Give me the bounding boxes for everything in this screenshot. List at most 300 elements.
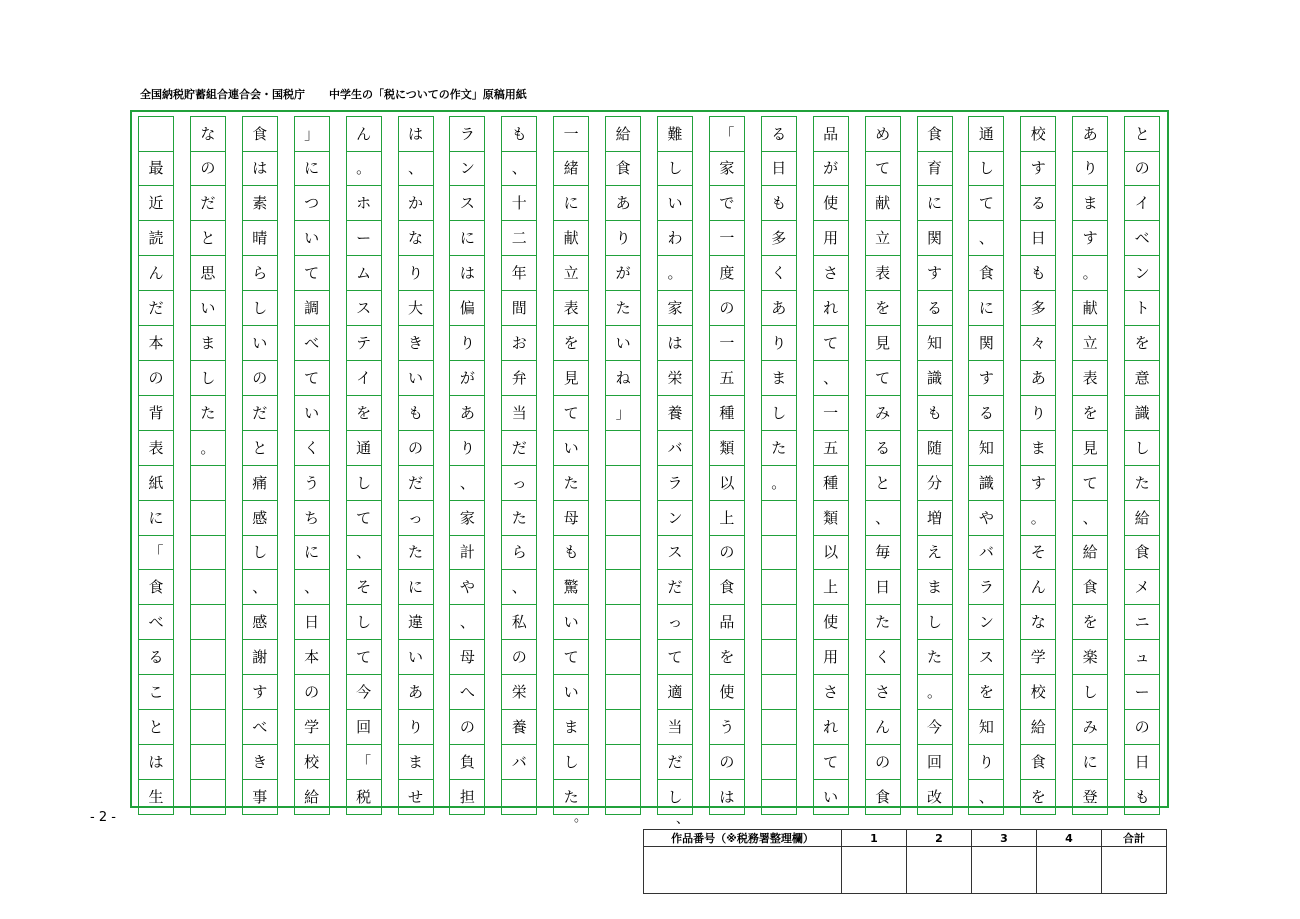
manuscript-cell: り bbox=[968, 745, 1004, 780]
manuscript-cell: 、 bbox=[968, 221, 1004, 256]
manuscript-cell: 一 bbox=[709, 326, 745, 361]
manuscript-cell: べ bbox=[138, 605, 174, 640]
manuscript-cell: 。 bbox=[761, 466, 797, 501]
manuscript-cell: て bbox=[865, 361, 901, 396]
manuscript-cell: ム bbox=[346, 256, 382, 291]
manuscript-cell bbox=[190, 466, 226, 501]
manuscript-cell: 食 bbox=[138, 570, 174, 605]
manuscript-cell: っ bbox=[398, 501, 434, 536]
manuscript-cell: 食 bbox=[605, 151, 641, 186]
manuscript-cell: ス bbox=[968, 640, 1004, 675]
manuscript-cell: 緒 bbox=[553, 151, 589, 186]
manuscript-cell: 度 bbox=[709, 256, 745, 291]
manuscript-cell: が bbox=[813, 151, 849, 186]
manuscript-cell: バ bbox=[501, 745, 537, 780]
office-table-entry-total bbox=[1102, 847, 1167, 894]
manuscript-cell: 家 bbox=[449, 501, 485, 536]
manuscript-cell: 食 bbox=[865, 780, 901, 815]
manuscript-cell: 偏 bbox=[449, 291, 485, 326]
manuscript-cell bbox=[761, 640, 797, 675]
manuscript-cell: 毎 bbox=[865, 535, 901, 570]
manuscript-cell bbox=[190, 535, 226, 570]
office-table-col-2: 2 bbox=[907, 830, 972, 847]
manuscript-cell: 立 bbox=[1072, 326, 1108, 361]
manuscript-cell: 年 bbox=[501, 256, 537, 291]
manuscript-cell: ス bbox=[346, 291, 382, 326]
manuscript-cell: ん bbox=[1020, 570, 1056, 605]
manuscript-cell: 読 bbox=[138, 221, 174, 256]
manuscript-cell: ス bbox=[657, 535, 693, 570]
office-table-entry-label bbox=[644, 847, 842, 894]
manuscript-cell: た bbox=[553, 780, 589, 815]
manuscript-cell: 、 bbox=[968, 780, 1004, 815]
manuscript-cell: も bbox=[1020, 256, 1056, 291]
manuscript-cell bbox=[761, 570, 797, 605]
manuscript-grid bbox=[130, 110, 1169, 808]
manuscript-cell: も bbox=[761, 186, 797, 221]
manuscript-cell: 、 bbox=[346, 535, 382, 570]
manuscript-cell: 、 bbox=[501, 570, 537, 605]
manuscript-cell: の bbox=[1124, 151, 1160, 186]
manuscript-cell: っ bbox=[657, 605, 693, 640]
manuscript-cell: ン bbox=[1124, 256, 1160, 291]
manuscript-cell: な bbox=[190, 116, 226, 152]
manuscript-cell: ま bbox=[761, 361, 797, 396]
manuscript-cell: 日 bbox=[1124, 745, 1160, 780]
manuscript-cell: お bbox=[501, 326, 537, 361]
manuscript-cell: あ bbox=[398, 675, 434, 710]
manuscript-cell: 表 bbox=[138, 431, 174, 466]
manuscript-cell: 上 bbox=[813, 570, 849, 605]
manuscript-cell: 々 bbox=[1020, 326, 1056, 361]
manuscript-cell: 大 bbox=[398, 291, 434, 326]
manuscript-cell: そ bbox=[1020, 535, 1056, 570]
office-use-table bbox=[643, 829, 1167, 894]
manuscript-cell: 回 bbox=[917, 745, 953, 780]
manuscript-cell: 、 bbox=[449, 466, 485, 501]
manuscript-cell: た bbox=[605, 291, 641, 326]
manuscript-cell: 二 bbox=[501, 221, 537, 256]
manuscript-cell: の bbox=[398, 431, 434, 466]
manuscript-cell: 、 bbox=[294, 570, 330, 605]
manuscript-cell: 立 bbox=[553, 256, 589, 291]
manuscript-cell: か bbox=[398, 186, 434, 221]
manuscript-cell: ン bbox=[968, 605, 1004, 640]
manuscript-cell: い bbox=[657, 186, 693, 221]
manuscript-cell: っ bbox=[501, 466, 537, 501]
manuscript-cell: に bbox=[449, 221, 485, 256]
page-number: - 2 - bbox=[90, 810, 116, 825]
manuscript-cell: た bbox=[398, 535, 434, 570]
manuscript-cell bbox=[190, 710, 226, 745]
manuscript-cell: テ bbox=[346, 326, 382, 361]
manuscript-cell: だ bbox=[501, 431, 537, 466]
manuscript-cell: 「 bbox=[709, 116, 745, 152]
manuscript-cell: ン bbox=[657, 501, 693, 536]
manuscript-cell: 驚 bbox=[553, 570, 589, 605]
office-table-col-total: 合計 bbox=[1102, 830, 1167, 847]
manuscript-cell: ラ bbox=[657, 466, 693, 501]
manuscript-cell: 見 bbox=[553, 361, 589, 396]
manuscript-cell: 種 bbox=[709, 396, 745, 431]
manuscript-cell: の bbox=[709, 291, 745, 326]
organization-name: 全国納税貯蓄組合連合会・国税庁 bbox=[140, 88, 305, 101]
manuscript-cell: 多 bbox=[1020, 291, 1056, 326]
manuscript-cell: し bbox=[346, 466, 382, 501]
manuscript-cell: う bbox=[294, 466, 330, 501]
manuscript-cell: ん bbox=[346, 116, 382, 152]
manuscript-cell: あ bbox=[605, 186, 641, 221]
office-table-col-1: 1 bbox=[842, 830, 907, 847]
manuscript-cell: し bbox=[242, 291, 278, 326]
manuscript-cell: は bbox=[709, 780, 745, 815]
manuscript-cell: 通 bbox=[346, 431, 382, 466]
manuscript-cell: れ bbox=[813, 710, 849, 745]
manuscript-cell: て bbox=[294, 256, 330, 291]
manuscript-cell: の bbox=[709, 745, 745, 780]
manuscript-cell: の bbox=[501, 640, 537, 675]
manuscript-cell: 弁 bbox=[501, 361, 537, 396]
manuscript-cell: さ bbox=[813, 256, 849, 291]
manuscript-cell bbox=[190, 570, 226, 605]
manuscript-cell: 類 bbox=[813, 501, 849, 536]
manuscript-cell: 素 bbox=[242, 186, 278, 221]
manuscript-cell: い bbox=[242, 326, 278, 361]
manuscript-cell: 当 bbox=[501, 396, 537, 431]
manuscript-cell bbox=[605, 431, 641, 466]
manuscript-cell: み bbox=[865, 396, 901, 431]
manuscript-cell: り bbox=[449, 431, 485, 466]
manuscript-cell: 「 bbox=[346, 745, 382, 780]
manuscript-cell: し bbox=[657, 780, 693, 815]
manuscript-cell: 家 bbox=[709, 151, 745, 186]
manuscript-cell: だ bbox=[138, 291, 174, 326]
manuscript-cell: 知 bbox=[917, 326, 953, 361]
manuscript-cell: え bbox=[917, 535, 953, 570]
manuscript-cell: 私 bbox=[501, 605, 537, 640]
manuscript-cell: し bbox=[1124, 431, 1160, 466]
manuscript-cell: を bbox=[865, 291, 901, 326]
manuscript-cell: る bbox=[968, 396, 1004, 431]
manuscript-cell: ら bbox=[242, 256, 278, 291]
manuscript-cell: 学 bbox=[1020, 640, 1056, 675]
manuscript-cell bbox=[761, 535, 797, 570]
manuscript-cell: イ bbox=[346, 361, 382, 396]
manuscript-cell bbox=[190, 745, 226, 780]
manuscript-cell: て bbox=[346, 640, 382, 675]
manuscript-cell: て bbox=[865, 151, 901, 186]
manuscript-cell bbox=[605, 466, 641, 501]
manuscript-cell: る bbox=[138, 640, 174, 675]
manuscript-cell: と bbox=[138, 710, 174, 745]
manuscript-cell: は bbox=[449, 256, 485, 291]
manuscript-cell: だ bbox=[657, 570, 693, 605]
manuscript-cell bbox=[605, 675, 641, 710]
manuscript-cell: あ bbox=[1072, 116, 1108, 152]
manuscript-cell: 意 bbox=[1124, 361, 1160, 396]
manuscript-cell: 五 bbox=[813, 431, 849, 466]
manuscript-cell: 五 bbox=[709, 361, 745, 396]
manuscript-cell: 表 bbox=[553, 291, 589, 326]
manuscript-cell: べ bbox=[294, 326, 330, 361]
manuscript-cell: 識 bbox=[1124, 396, 1160, 431]
manuscript-cell: し bbox=[917, 605, 953, 640]
manuscript-cell: の bbox=[294, 675, 330, 710]
manuscript-cell: 食 bbox=[242, 116, 278, 152]
manuscript-cell: 増 bbox=[917, 501, 953, 536]
manuscript-cell: 上 bbox=[709, 501, 745, 536]
manuscript-cell: 栄 bbox=[501, 675, 537, 710]
manuscript-cell: し bbox=[553, 745, 589, 780]
manuscript-cell: る bbox=[917, 291, 953, 326]
manuscript-cell: 食 bbox=[1020, 745, 1056, 780]
manuscript-cell: 生 bbox=[138, 780, 174, 815]
manuscript-cell: さ bbox=[813, 675, 849, 710]
manuscript-cell: 食 bbox=[1072, 570, 1108, 605]
manuscript-cell: と bbox=[865, 466, 901, 501]
manuscript-cell: 一 bbox=[813, 396, 849, 431]
manuscript-cell: を bbox=[968, 675, 1004, 710]
manuscript-cell: れ bbox=[813, 291, 849, 326]
manuscript-cell: 、 bbox=[501, 151, 537, 186]
manuscript-cell: 栄 bbox=[657, 361, 693, 396]
manuscript-cell: て bbox=[813, 326, 849, 361]
manuscript-cell: 日 bbox=[865, 570, 901, 605]
manuscript-cell: ホ bbox=[346, 186, 382, 221]
manuscript-cell: 当 bbox=[657, 710, 693, 745]
manuscript-cell: の bbox=[865, 745, 901, 780]
manuscript-cell: ま bbox=[553, 710, 589, 745]
manuscript-cell bbox=[190, 675, 226, 710]
manuscript-cell: せ bbox=[398, 780, 434, 815]
office-table-entry-4 bbox=[1037, 847, 1102, 894]
manuscript-cell: 食 bbox=[968, 256, 1004, 291]
manuscript-cell bbox=[138, 116, 174, 152]
manuscript-cell: り bbox=[605, 221, 641, 256]
manuscript-cell: ラ bbox=[968, 570, 1004, 605]
manuscript-cell: る bbox=[865, 431, 901, 466]
manuscript-cell: ュ bbox=[1124, 640, 1160, 675]
manuscript-cell: い bbox=[553, 431, 589, 466]
manuscript-cell: と bbox=[242, 431, 278, 466]
manuscript-cell: 、 bbox=[449, 605, 485, 640]
manuscript-cell: ら bbox=[501, 535, 537, 570]
manuscript-cell: 献 bbox=[553, 221, 589, 256]
manuscript-cell: た bbox=[553, 466, 589, 501]
manuscript-cell: て bbox=[553, 640, 589, 675]
manuscript-cell: は bbox=[138, 745, 174, 780]
manuscript-cell: バ bbox=[968, 535, 1004, 570]
manuscript-cell: て bbox=[553, 396, 589, 431]
manuscript-cell: 類 bbox=[709, 431, 745, 466]
manuscript-cell: の bbox=[449, 710, 485, 745]
manuscript-cell: 知 bbox=[968, 431, 1004, 466]
manuscript-cell: そ bbox=[346, 570, 382, 605]
manuscript-cell: み bbox=[1072, 710, 1108, 745]
manuscript-cell: 給 bbox=[1124, 501, 1160, 536]
manuscript-cell: 知 bbox=[968, 710, 1004, 745]
manuscript-cell: 。 bbox=[1020, 501, 1056, 536]
manuscript-cell: り bbox=[398, 710, 434, 745]
manuscript-cell: 校 bbox=[1020, 116, 1056, 152]
manuscript-cell: 多 bbox=[761, 221, 797, 256]
form-title: 中学生の「税についての作文」原稿用紙 bbox=[329, 88, 527, 101]
manuscript-cell: 母 bbox=[449, 640, 485, 675]
manuscript-cell: 使 bbox=[709, 675, 745, 710]
manuscript-cell: ま bbox=[1020, 431, 1056, 466]
manuscript-cell: く bbox=[294, 431, 330, 466]
manuscript-cell: 以 bbox=[709, 466, 745, 501]
manuscript-cell: い bbox=[190, 291, 226, 326]
manuscript-cell bbox=[190, 605, 226, 640]
manuscript-cell: も bbox=[501, 116, 537, 152]
manuscript-cell: も bbox=[398, 396, 434, 431]
manuscript-cell: 違 bbox=[398, 605, 434, 640]
manuscript-cell: い bbox=[813, 780, 849, 815]
manuscript-cell: が bbox=[605, 256, 641, 291]
manuscript-cell: た bbox=[1124, 466, 1160, 501]
manuscript-cell: だ bbox=[190, 186, 226, 221]
manuscript-cell bbox=[190, 640, 226, 675]
manuscript-cell: ま bbox=[398, 745, 434, 780]
manuscript-cell: も bbox=[1124, 780, 1160, 815]
manuscript-cell: 十 bbox=[501, 186, 537, 221]
manuscript-cell: 立 bbox=[865, 221, 901, 256]
office-table-col-3: 3 bbox=[972, 830, 1037, 847]
manuscript-cell: の bbox=[190, 151, 226, 186]
manuscript-cell: 今 bbox=[346, 675, 382, 710]
manuscript-cell: 食 bbox=[917, 116, 953, 152]
manuscript-cell: て bbox=[1072, 466, 1108, 501]
manuscript-cell: り bbox=[1072, 151, 1108, 186]
manuscript-cell: い bbox=[398, 361, 434, 396]
manuscript-cell: ベ bbox=[1124, 221, 1160, 256]
manuscript-cell: 本 bbox=[294, 640, 330, 675]
manuscript-cell: 間 bbox=[501, 291, 537, 326]
manuscript-cell: り bbox=[449, 326, 485, 361]
manuscript-cell: だ bbox=[242, 396, 278, 431]
manuscript-cell: 晴 bbox=[242, 221, 278, 256]
manuscript-cell: だ bbox=[398, 466, 434, 501]
manuscript-cell: ま bbox=[917, 570, 953, 605]
manuscript-cell: う bbox=[709, 710, 745, 745]
manuscript-cell: を bbox=[346, 396, 382, 431]
manuscript-cell: だ bbox=[657, 745, 693, 780]
manuscript-cell bbox=[605, 780, 641, 815]
manuscript-cell: 、 bbox=[865, 501, 901, 536]
manuscript-cell: 一 bbox=[709, 221, 745, 256]
manuscript-cell: 食 bbox=[709, 570, 745, 605]
document-header bbox=[140, 86, 527, 102]
manuscript-cell: 。 bbox=[190, 431, 226, 466]
manuscript-cell: て bbox=[657, 640, 693, 675]
manuscript-cell bbox=[190, 501, 226, 536]
manuscript-cell bbox=[761, 675, 797, 710]
manuscript-cell: 養 bbox=[657, 396, 693, 431]
manuscript-cell: ま bbox=[190, 326, 226, 361]
manuscript-cell: ち bbox=[294, 501, 330, 536]
manuscript-cell: で bbox=[709, 186, 745, 221]
manuscript-cell: と bbox=[190, 221, 226, 256]
manuscript-cell: を bbox=[1072, 605, 1108, 640]
manuscript-cell: る bbox=[1020, 186, 1056, 221]
manuscript-cell: に bbox=[294, 151, 330, 186]
manuscript-cell bbox=[605, 501, 641, 536]
manuscript-cell: 関 bbox=[917, 221, 953, 256]
manuscript-cell: に bbox=[968, 291, 1004, 326]
manuscript-cell: 給 bbox=[294, 780, 330, 815]
manuscript-cell: 、 bbox=[813, 361, 849, 396]
manuscript-cell: 思 bbox=[190, 256, 226, 291]
manuscript-cell: に bbox=[398, 570, 434, 605]
manuscript-cell: し bbox=[761, 396, 797, 431]
manuscript-cell bbox=[761, 745, 797, 780]
manuscript-cell: 給 bbox=[1020, 710, 1056, 745]
manuscript-cell: し bbox=[1072, 675, 1108, 710]
manuscript-cell: べ bbox=[242, 710, 278, 745]
manuscript-cell: 担 bbox=[449, 780, 485, 815]
manuscript-cell: 紙 bbox=[138, 466, 174, 501]
manuscript-cell: メ bbox=[1124, 570, 1160, 605]
manuscript-cell: ラ bbox=[449, 116, 485, 152]
manuscript-cell: の bbox=[709, 535, 745, 570]
manuscript-cell: 随 bbox=[917, 431, 953, 466]
manuscript-cell bbox=[761, 710, 797, 745]
manuscript-cell: 関 bbox=[968, 326, 1004, 361]
manuscript-cell: 計 bbox=[449, 535, 485, 570]
manuscript-cell: ね bbox=[605, 361, 641, 396]
manuscript-cell: り bbox=[1020, 396, 1056, 431]
manuscript-cell: 、 bbox=[242, 570, 278, 605]
manuscript-cell: 痛 bbox=[242, 466, 278, 501]
manuscript-cell bbox=[605, 745, 641, 780]
manuscript-cell: た bbox=[865, 605, 901, 640]
manuscript-cell: ま bbox=[1072, 186, 1108, 221]
manuscript-cell: 日 bbox=[294, 605, 330, 640]
manuscript-cell: に bbox=[138, 501, 174, 536]
manuscript-cell: 事 bbox=[242, 780, 278, 815]
manuscript-cell: こ bbox=[138, 675, 174, 710]
manuscript-cell: 税 bbox=[346, 780, 382, 815]
manuscript-cell: 給 bbox=[605, 116, 641, 152]
manuscript-cell: い bbox=[294, 221, 330, 256]
manuscript-cell: 育 bbox=[917, 151, 953, 186]
manuscript-cell: も bbox=[917, 396, 953, 431]
manuscript-cell: す bbox=[242, 675, 278, 710]
manuscript-cell: 難 bbox=[657, 116, 693, 152]
manuscript-cell: す bbox=[917, 256, 953, 291]
manuscript-cell: ん bbox=[865, 710, 901, 745]
manuscript-cell: た bbox=[761, 431, 797, 466]
manuscript-cell: て bbox=[813, 745, 849, 780]
manuscript-cell: 使 bbox=[813, 605, 849, 640]
manuscript-cell: ー bbox=[1124, 675, 1160, 710]
manuscript-cell bbox=[761, 605, 797, 640]
manuscript-cell: 識 bbox=[968, 466, 1004, 501]
manuscript-cell: が bbox=[449, 361, 485, 396]
manuscript-cell: り bbox=[761, 326, 797, 361]
manuscript-cell: の bbox=[242, 361, 278, 396]
manuscript-cell: 種 bbox=[813, 466, 849, 501]
manuscript-cell: 表 bbox=[865, 256, 901, 291]
manuscript-cell: や bbox=[968, 501, 1004, 536]
office-table-entry-3 bbox=[972, 847, 1037, 894]
manuscript-cell: さ bbox=[865, 675, 901, 710]
manuscript-cell: 献 bbox=[865, 186, 901, 221]
manuscript-cell: 適 bbox=[657, 675, 693, 710]
manuscript-cell: な bbox=[398, 221, 434, 256]
manuscript-cell: を bbox=[1072, 396, 1108, 431]
